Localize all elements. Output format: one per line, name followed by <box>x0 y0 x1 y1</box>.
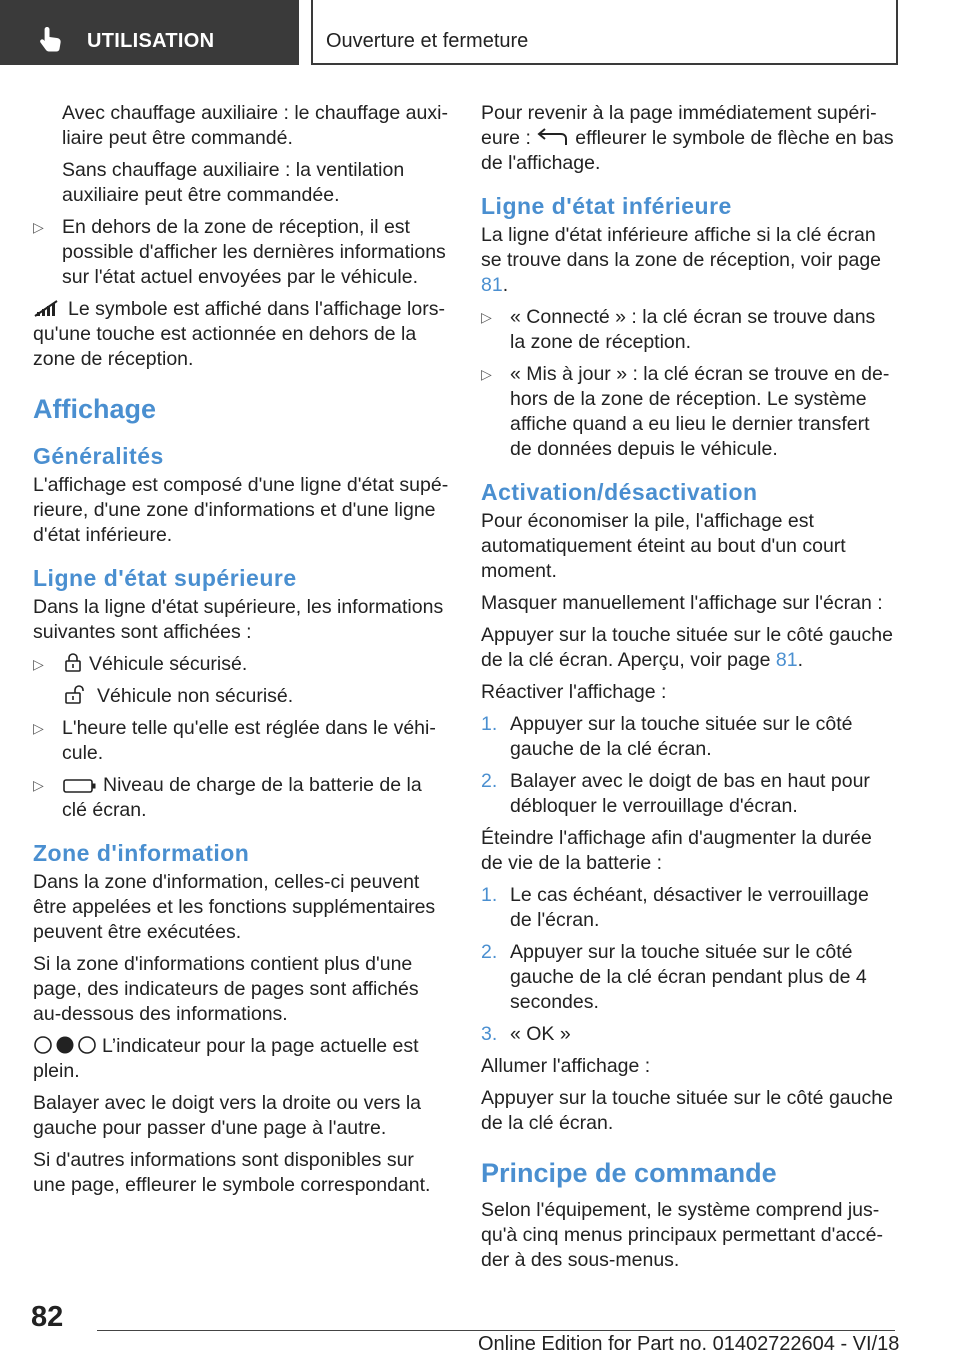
list-item-text: L'heure telle qu'elle est réglée dans le véhicule. <box>62 717 436 764</box>
step-text: Appuyer sur la touche située sur le côté gauche de la clé écran. <box>510 713 853 760</box>
paragraph-with-icon <box>481 101 895 176</box>
bullet-triangle-icon: ▷ <box>481 366 492 382</box>
paragraph: Si la zone d'informations contient plus d'une page, des indicateurs de pages sont affichés au-dessous des informations. <box>33 953 419 1025</box>
left-column <box>33 101 449 1205</box>
list-item <box>481 362 895 462</box>
list-item <box>481 305 895 355</box>
section-heading: Affichage <box>33 394 157 424</box>
list-item <box>33 716 449 766</box>
battery-icon <box>62 778 98 794</box>
paragraph: L'affichage est composé d'une ligne d'état supérieure, d'une zone d'informations et d'une ligne d'état inférieure. <box>33 474 449 546</box>
back-arrow-icon <box>536 127 570 147</box>
paragraph: Masquer manuellement l'affichage sur l'écran : <box>481 592 883 614</box>
paragraph-with-icon <box>33 297 449 372</box>
numbered-step <box>481 712 895 762</box>
paragraph-with-link: La ligne d'état inférieure affiche si la clé écran se trouve dans la zone de réception, voir page 81. <box>481 224 882 296</box>
bullet-triangle-icon: ▷ <box>33 219 44 235</box>
step-number: 2. <box>481 941 498 963</box>
paragraph: Allumer l'affichage : <box>481 1055 651 1077</box>
page-reference-link[interactable]: 81 <box>775 649 798 671</box>
step-number: 1. <box>481 884 498 906</box>
bullet-triangle-icon: ▷ <box>33 720 44 736</box>
paragraph: Dans la ligne d'état supérieure, les informations suivantes sont affichées : <box>33 596 444 643</box>
paragraph: Balayer avec le doigt vers la droite ou vers la gauche pour passer d'une page à l'autre. <box>33 1092 422 1139</box>
list-item-text: « Connecté » : la clé écran se trouve dans la zone de réception. <box>510 306 876 353</box>
page-number: 82 <box>31 1301 64 1333</box>
paragraph-text: Le symbole est affiché dans l'affichage lorsqu'une touche est actionnée en dehors de la zone de réception. <box>33 298 445 370</box>
paragraph-with-icon <box>33 1034 449 1084</box>
paragraph-text: Appuyer sur la touche située sur le côté gauche de la clé écran. Aperçu, voir page <box>481 624 893 671</box>
paragraph-with-link: Appuyer sur la touche située sur le côté gauche de la clé écran. Aperçu, voir page 81. <box>481 624 893 671</box>
step-text: Appuyer sur la touche située sur le côté gauche de la clé écran pendant plus de 4 secondes. <box>510 941 867 1013</box>
list-item-text: « Mis à jour » : la clé écran se trouve en dehors de la zone de réception. Le système affiche quand a eu lieu le dernier transfert de données depuis le véhicule. <box>510 363 890 460</box>
paragraph: Si d'autres informations sont disponibles sur une page, effleurer le symbole correspondant. <box>33 1149 431 1196</box>
paragraph-text: effleurer le symbole de flèche en bas de l'affichage. <box>481 127 894 174</box>
numbered-step <box>481 1022 895 1047</box>
numbered-step <box>481 769 895 819</box>
numbered-step <box>481 883 895 933</box>
section-heading: Principe de commande <box>481 1158 777 1188</box>
header-section-title: UTILISATION <box>87 30 215 52</box>
paragraph-text: La ligne d'état inférieure affiche si la clé écran se trouve dans la zone de réception, voir page <box>481 224 882 271</box>
header-topic-title: Ouverture et fermeture <box>326 30 529 52</box>
list-item-text: En dehors de la zone de réception, il est possible d'afficher les dernières informations sur l'état actuel envoyées par le véhicule. <box>62 216 446 288</box>
numbered-step <box>481 940 895 1015</box>
step-text: Le cas échéant, désactiver le verrouillage de l'écran. <box>510 884 869 931</box>
paragraph: Appuyer sur la touche située sur le côté gauche de la clé écran. <box>481 1087 893 1134</box>
paragraph: Avec chauffage auxiliaire : le chauffage auxiliaire peut être commandé. <box>62 102 448 149</box>
subsection-heading: Ligne d'état inférieure <box>481 193 732 219</box>
page-indicator-icon <box>33 1035 97 1055</box>
paragraph: Selon l'équipement, le système comprend jusqu'à cinq menus principaux permettant d'accéder à des sous-menus. <box>481 1199 884 1271</box>
list-item <box>33 773 449 823</box>
paragraph: Dans la zone d'information, celles-ci peuvent être appelées et les fonctions supplémentaires peuvent être exécutées. <box>33 871 436 943</box>
bullet-triangle-icon: ▷ <box>33 656 44 672</box>
bullet-triangle-icon: ▷ <box>481 309 492 325</box>
paragraph-text: Véhicule non sécurisé. <box>97 685 294 707</box>
step-text: Balayer avec le doigt de bas en haut pour débloquer le verrouillage d'écran. <box>510 770 870 817</box>
subsection-heading: Zone d'information <box>33 840 250 866</box>
hand-pointer-icon <box>36 24 66 54</box>
paragraph-text: L’indicateur pour la page actuelle est plein. <box>33 1035 419 1082</box>
bullet-triangle-icon: ▷ <box>33 777 44 793</box>
list-item-text: Véhicule sécurisé. <box>89 653 248 675</box>
right-column <box>481 101 895 1280</box>
page-reference-link[interactable]: 81 <box>481 274 503 296</box>
paragraph-with-icon <box>33 684 449 709</box>
paragraph-text: Pour revenir à la page immédiatement supérieure : <box>481 102 877 149</box>
subsection-heading: Ligne d'état supérieure <box>33 565 297 591</box>
list-item-text: Niveau de charge de la batterie de la clé écran. <box>62 774 422 821</box>
paragraph: Éteindre l'affichage afin d'augmenter la durée de vie de la batterie : <box>481 827 872 874</box>
step-text: « OK » <box>510 1023 571 1045</box>
lock-closed-icon <box>62 653 84 673</box>
paragraph: Réactiver l'affichage : <box>481 681 667 703</box>
subsection-heading: Généralités <box>33 443 164 469</box>
step-number: 1. <box>481 713 498 735</box>
step-number: 2. <box>481 770 498 792</box>
lock-open-icon <box>62 685 92 705</box>
subsection-heading: Activation/désactivation <box>481 479 758 505</box>
list-item <box>33 652 449 677</box>
no-signal-icon <box>33 300 63 318</box>
footer-edition: Online Edition for Part no. 01402722604 - VI/18 <box>478 1333 900 1355</box>
paragraph: Pour économiser la pile, l'affichage est automatiquement éteint au bout d'un court moment. <box>481 510 846 582</box>
step-number: 3. <box>481 1023 498 1045</box>
paragraph: Sans chauffage auxiliaire : la ventilation auxiliaire peut être commandée. <box>62 159 405 206</box>
list-item <box>33 215 449 290</box>
